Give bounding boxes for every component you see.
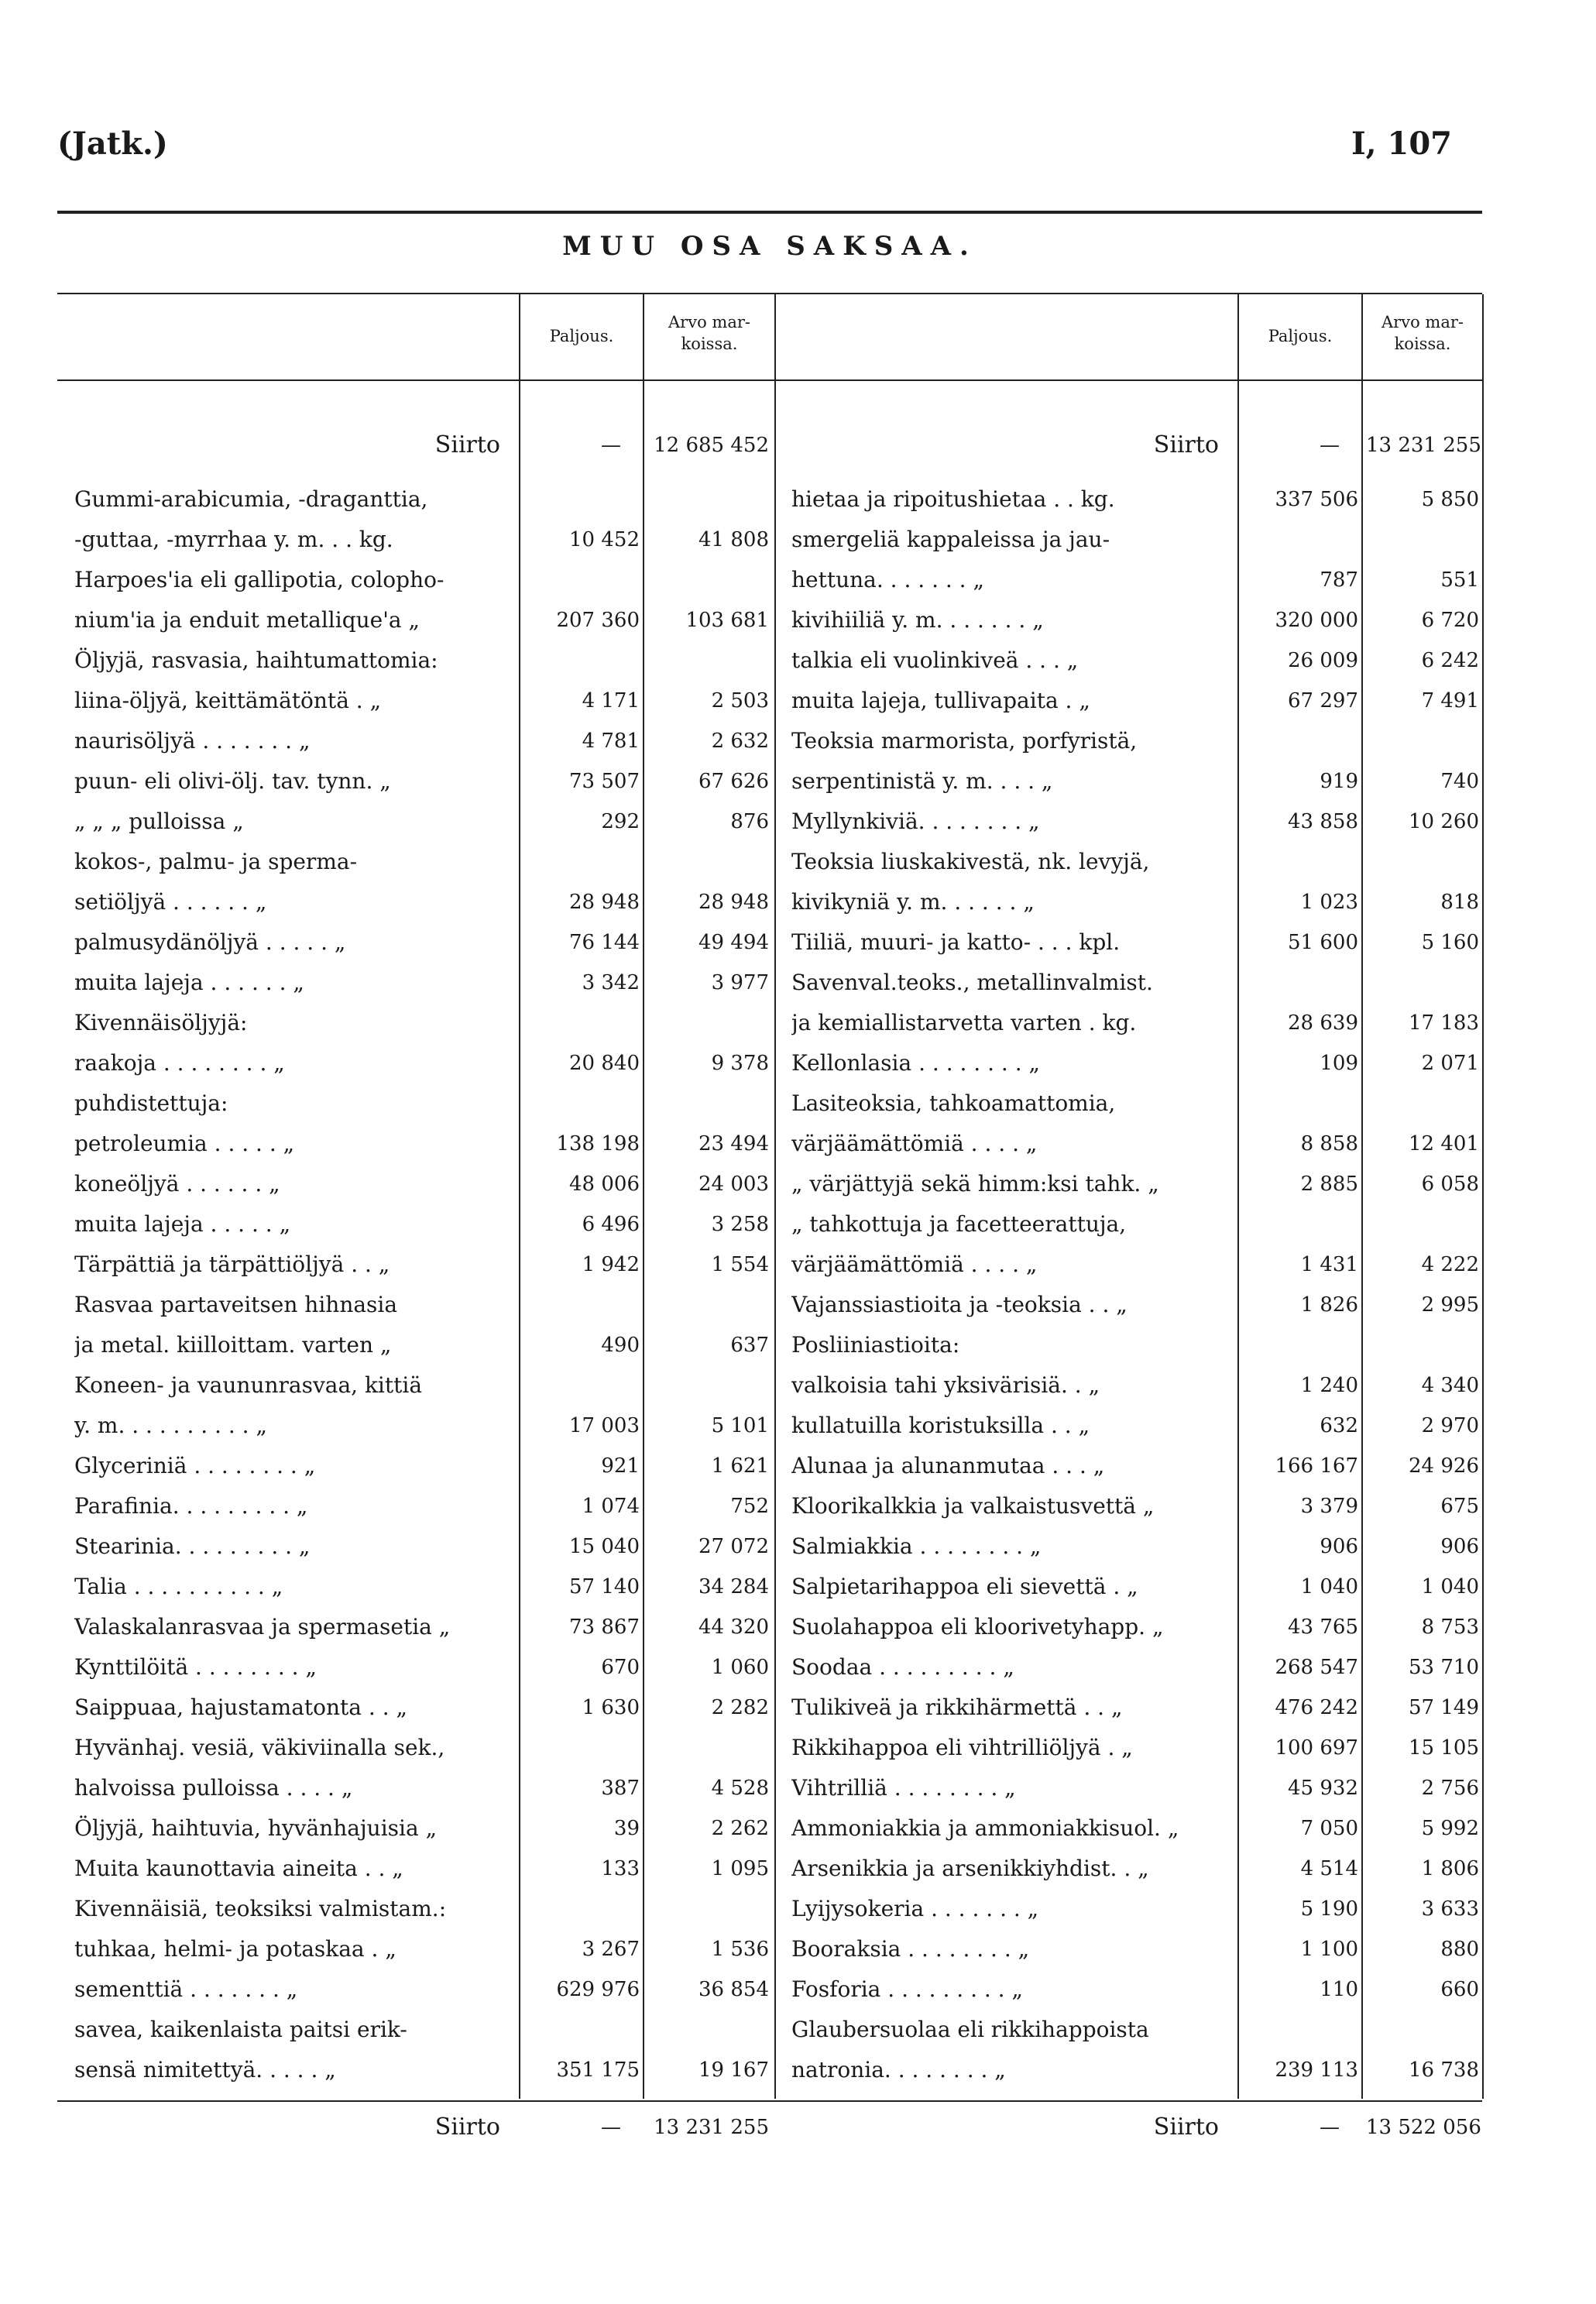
item-quantity: 4 781 [582, 730, 640, 753]
item-label: Savenval.teoks., metallinvalmist. [791, 970, 1153, 995]
left-value-header [644, 311, 774, 355]
table-row [0, 1125, 1482, 1163]
table-row [0, 601, 1482, 640]
item-quantity: 109 [1320, 1052, 1358, 1075]
item-value: 2 756 [1421, 1777, 1479, 1800]
item-value: 876 [730, 810, 769, 833]
item-quantity: 1 630 [582, 1696, 640, 1719]
item-label: Öljyjä, rasvasia, haihtumattomia: [74, 647, 438, 673]
item-label: Stearinia. . . . . . . . . „ [74, 1533, 311, 1559]
item-label: Hyvänhaj. vesiä, väkiviinalla sek., [74, 1735, 445, 1760]
item-value: 27 072 [698, 1535, 769, 1558]
left-quantity-header-text: Paljous. [549, 327, 614, 345]
table-row [0, 923, 1482, 962]
item-quantity: 919 [1320, 770, 1358, 793]
table-row [0, 1769, 1482, 1808]
item-label: muita lajeja, tullivapaita . „ [791, 688, 1090, 713]
item-label: koneöljyä . . . . . . „ [74, 1171, 280, 1197]
table-row [0, 1648, 1482, 1687]
item-value: 551 [1440, 568, 1479, 592]
item-value: 15 105 [1409, 1736, 1479, 1760]
item-label: smergeliä kappaleissa ja jau- [791, 527, 1110, 552]
item-value: 906 [1440, 1535, 1479, 1558]
item-value: 2 970 [1421, 1414, 1479, 1437]
item-label: Glaubersuolaa eli rikkihappoista [791, 2017, 1149, 2042]
table-row [0, 1084, 1482, 1123]
item-label: Glyceriniä . . . . . . . . „ [74, 1453, 316, 1478]
left-carry-in-value: 12 685 452 [654, 434, 769, 457]
left-value-header-line2: koissa. [681, 335, 738, 353]
item-quantity: 45 932 [1288, 1777, 1358, 1800]
item-quantity: 15 040 [569, 1535, 640, 1558]
item-quantity: 76 144 [569, 931, 640, 954]
item-quantity: 2 885 [1300, 1173, 1358, 1196]
item-value: 752 [730, 1495, 769, 1518]
item-value: 2 262 [711, 1817, 769, 1840]
table-row [0, 762, 1482, 801]
item-label: Tärpättiä ja tärpättiöljyä . . „ [74, 1252, 390, 1277]
table-row [0, 722, 1482, 761]
item-value: 49 494 [698, 931, 769, 954]
right-carry-out-row [0, 2108, 1482, 2147]
item-label: Kivennäisöljyjä: [74, 1010, 248, 1035]
item-label: muita lajeja . . . . . „ [74, 1211, 291, 1237]
table-row [0, 1729, 1482, 1767]
item-value: 28 948 [698, 891, 769, 914]
item-quantity: 8 858 [1300, 1132, 1358, 1155]
item-label: kokos-, palmu- ja sperma- [74, 849, 358, 874]
item-quantity: 3 267 [582, 1938, 640, 1961]
table-row [0, 1366, 1482, 1405]
item-label: Harpoes'ia eli gallipotia, colopho- [74, 567, 444, 592]
item-label: „ tahkottuja ja facetteerattuja, [791, 1211, 1127, 1237]
item-quantity: 3 379 [1300, 1495, 1358, 1518]
item-quantity: 1 431 [1300, 1253, 1358, 1276]
right-carry-in-qty: — [1320, 434, 1340, 457]
item-quantity: 4 171 [582, 689, 640, 712]
item-label: puun- eli olivi-ölj. tav. tynn. „ [74, 768, 391, 794]
item-quantity: 632 [1320, 1414, 1358, 1437]
left-carry-out-value: 13 231 255 [654, 2116, 769, 2139]
item-value: 36 854 [698, 1978, 769, 2001]
item-value: 17 183 [1409, 1011, 1479, 1035]
right-carry-in-value: 13 231 255 [1366, 434, 1481, 457]
item-quantity: 387 [601, 1777, 640, 1800]
left-value-header-line1: Arvo mar- [668, 313, 750, 331]
item-value: 19 167 [698, 2058, 769, 2082]
item-label: y. m. . . . . . . . . . „ [74, 1413, 267, 1438]
right-carry-in-row [0, 426, 1482, 465]
item-label: Muita kaunottavia aineita . . „ [74, 1856, 403, 1881]
item-value: 6 242 [1421, 649, 1479, 672]
item-value: 24 003 [698, 1173, 769, 1196]
table-title: MUU OSA SAKSAA. [562, 231, 977, 262]
item-value: 1 806 [1421, 1857, 1479, 1880]
item-value: 7 491 [1421, 689, 1479, 712]
item-label: sementtiä . . . . . . . „ [74, 1976, 298, 2002]
right-quantity-header-text: Paljous. [1268, 327, 1333, 345]
item-label: värjäämättömiä . . . . „ [791, 1131, 1038, 1156]
item-quantity: 292 [601, 810, 640, 833]
item-label: Ammoniakkia ja ammoniakkisuol. „ [791, 1815, 1179, 1841]
table-row [0, 1487, 1482, 1526]
item-quantity: 39 [613, 1817, 640, 1840]
item-quantity: 3 342 [582, 971, 640, 994]
right-value-header-line1: Arvo mar- [1381, 313, 1464, 331]
item-quantity: 51 600 [1288, 931, 1358, 954]
item-value: 675 [1440, 1495, 1479, 1518]
table-row [0, 802, 1482, 841]
item-quantity: 476 242 [1275, 1696, 1358, 1719]
item-value: 637 [730, 1334, 769, 1357]
item-quantity: 207 360 [556, 609, 640, 632]
item-label: Valaskalanrasvaa ja spermasetia „ [74, 1614, 451, 1640]
item-quantity: 1 040 [1300, 1575, 1358, 1598]
item-label: Rikkihappoa eli vihtrilliöljyä . „ [791, 1735, 1133, 1760]
table-row [0, 1447, 1482, 1485]
item-label: Salpietarihappoa eli sievettä . „ [791, 1574, 1138, 1599]
item-quantity: 787 [1320, 568, 1358, 592]
item-label: Fosforia . . . . . . . . . „ [791, 1976, 1023, 2002]
item-value: 1 554 [711, 1253, 769, 1276]
table-row [0, 480, 1482, 519]
item-label: Arsenikkia ja arsenikkiyhdist. . „ [791, 1856, 1149, 1881]
right-carry-out-label: Siirto [1153, 2113, 1219, 2141]
item-quantity: 133 [601, 1857, 640, 1880]
item-quantity: 166 167 [1275, 1454, 1358, 1478]
table-row [0, 641, 1482, 680]
item-quantity: 26 009 [1288, 649, 1358, 672]
item-label: savea, kaikenlaista paitsi erik- [74, 2017, 407, 2042]
item-label: Suolahappoa eli kloorivetyhapp. „ [791, 1614, 1164, 1640]
item-label: hettuna. . . . . . . „ [791, 567, 984, 592]
table-row [0, 561, 1482, 599]
item-quantity: 351 175 [556, 2058, 640, 2082]
item-value: 3 977 [711, 971, 769, 994]
table-row [0, 1245, 1482, 1284]
item-label: Soodaa . . . . . . . . . „ [791, 1654, 1014, 1680]
item-label: Gummi-arabicumia, -draganttia, [74, 486, 428, 512]
item-label: petroleumia . . . . . „ [74, 1131, 295, 1156]
item-value: 880 [1440, 1938, 1479, 1961]
item-value: 34 284 [698, 1575, 769, 1598]
page-number: I, 107 [1351, 125, 1452, 162]
item-quantity: 28 948 [569, 891, 640, 914]
table-row [0, 682, 1482, 720]
item-label: värjäämättömiä . . . . „ [791, 1252, 1038, 1277]
left-carry-out-qty: — [601, 2116, 621, 2139]
item-value: 5 992 [1421, 1817, 1479, 1840]
item-label: Parafinia. . . . . . . . . „ [74, 1493, 308, 1519]
right-carry-in-label: Siirto [1153, 431, 1219, 458]
item-label: nium'ia ja enduit metallique'a „ [74, 607, 420, 633]
item-quantity: 268 547 [1275, 1656, 1358, 1679]
item-label: Koneen- ja vaununrasvaa, kittiä [74, 1372, 423, 1398]
item-label: halvoissa pulloissa . . . . „ [74, 1775, 353, 1801]
item-value: 24 926 [1409, 1454, 1479, 1478]
item-quantity: 921 [601, 1454, 640, 1478]
item-value: 740 [1440, 770, 1479, 793]
item-value: 16 738 [1409, 2058, 1479, 2082]
right-value-header-line2: koissa. [1394, 335, 1451, 353]
item-label: ja kemiallistarvetta varten . kg. [791, 1010, 1137, 1035]
item-quantity: 17 003 [569, 1414, 640, 1437]
table-row [0, 1809, 1482, 1848]
table-row [0, 1044, 1482, 1083]
item-value: 44 320 [698, 1616, 769, 1639]
item-label: Kloorikalkkia ja valkaistusvettä „ [791, 1493, 1155, 1519]
right-quantity-header [1239, 325, 1361, 347]
left-carry-out-label: Siirto [434, 2113, 500, 2141]
item-label: talkia eli vuolinkiveä . . . „ [791, 647, 1079, 673]
table-row [0, 1849, 1482, 1888]
table-row [0, 2051, 1482, 2089]
item-label: Lasiteoksia, tahkoamattomia, [791, 1090, 1116, 1116]
item-value: 2 995 [1421, 1293, 1479, 1317]
item-value: 5 101 [711, 1414, 769, 1437]
item-label: „ „ „ pulloissa „ [74, 809, 244, 834]
item-value: 10 260 [1409, 810, 1479, 833]
top-rule [57, 211, 1482, 214]
item-quantity: 100 697 [1275, 1736, 1358, 1760]
table-row [0, 1406, 1482, 1445]
table-row [0, 1004, 1482, 1042]
right-carry-out-qty: — [1320, 2116, 1340, 2139]
item-value: 103 681 [685, 609, 769, 632]
divider-right-edge [1482, 294, 1484, 2099]
item-label: Teoksia marmorista, porfyristä, [791, 728, 1138, 754]
item-quantity: 20 840 [569, 1052, 640, 1075]
item-label: natronia. . . . . . . . „ [791, 2057, 1006, 2083]
item-label: valkoisia tahi yksivärisiä. . „ [791, 1372, 1100, 1398]
item-value: 41 808 [698, 528, 769, 551]
item-value: 4 528 [711, 1777, 769, 1800]
item-value: 818 [1440, 891, 1479, 914]
item-quantity: 43 858 [1288, 810, 1358, 833]
item-quantity: 6 496 [582, 1213, 640, 1236]
item-value: 1 040 [1421, 1575, 1479, 1598]
item-value: 9 378 [711, 1052, 769, 1075]
item-label: muita lajeja . . . . . . „ [74, 970, 304, 995]
item-label: hietaa ja ripoitushietaa . . kg. [791, 486, 1115, 512]
item-quantity: 7 050 [1300, 1817, 1358, 1840]
item-label: kullatuilla koristuksilla . . „ [791, 1413, 1090, 1438]
item-label: Salmiakkia . . . . . . . . „ [791, 1533, 1042, 1559]
item-value: 3 258 [711, 1213, 769, 1236]
item-label: Booraksia . . . . . . . . „ [791, 1936, 1030, 1962]
right-carry-out-value: 13 522 056 [1366, 2116, 1481, 2139]
item-value: 8 753 [1421, 1616, 1479, 1639]
table-row [0, 1165, 1482, 1204]
item-quantity: 490 [601, 1334, 640, 1357]
item-label: kivikyniä y. m. . . . . . „ [791, 889, 1035, 915]
item-quantity: 670 [601, 1656, 640, 1679]
header-rule [57, 379, 1482, 381]
item-quantity: 337 506 [1275, 488, 1358, 511]
item-quantity: 48 006 [569, 1173, 640, 1196]
item-value: 6 720 [1421, 609, 1479, 632]
item-quantity: 1 100 [1300, 1938, 1358, 1961]
table-row [0, 1930, 1482, 1969]
table-row [0, 1970, 1482, 2009]
item-label: Kynttilöitä . . . . . . . . „ [74, 1654, 317, 1680]
item-label: Vihtrilliä . . . . . . . . „ [791, 1775, 1016, 1801]
item-label: Lyijysokeria . . . . . . . „ [791, 1896, 1039, 1921]
item-value: 6 058 [1421, 1173, 1479, 1196]
item-quantity: 1 240 [1300, 1374, 1358, 1397]
table-row [0, 1326, 1482, 1365]
item-value: 12 401 [1409, 1132, 1479, 1155]
item-label: Öljyjä, haihtuvia, hyvänhajuisia „ [74, 1815, 438, 1841]
left-quantity-header [520, 325, 643, 347]
item-quantity: 629 976 [556, 1978, 640, 2001]
item-value: 67 626 [698, 770, 769, 793]
left-carry-in-qty: — [601, 434, 621, 457]
item-label: Tulikiveä ja rikkihärmettä . . „ [791, 1695, 1123, 1720]
item-value: 53 710 [1409, 1656, 1479, 1679]
item-label: Saippuaa, hajustamatonta . . „ [74, 1695, 407, 1720]
title-rule [57, 293, 1482, 294]
item-quantity: 906 [1320, 1535, 1358, 1558]
item-value: 4 340 [1421, 1374, 1479, 1397]
item-quantity: 28 639 [1288, 1011, 1358, 1035]
item-quantity: 239 113 [1275, 2058, 1358, 2082]
item-label: palmusydänöljyä . . . . . „ [74, 929, 346, 955]
item-value: 1 060 [711, 1656, 769, 1679]
item-value: 3 633 [1421, 1897, 1479, 1921]
item-label: raakoja . . . . . . . . „ [74, 1050, 285, 1076]
table-row [0, 883, 1482, 922]
item-quantity: 138 198 [556, 1132, 640, 1155]
item-label: ja metal. kiilloittam. varten „ [74, 1332, 392, 1358]
item-label: serpentinistä y. m. . . . „ [791, 768, 1053, 794]
item-label: naurisöljyä . . . . . . . „ [74, 728, 311, 754]
item-value: 1 621 [711, 1454, 769, 1478]
item-label: Alunaa ja alunanmutaa . . . „ [791, 1453, 1105, 1478]
item-value: 2 282 [711, 1696, 769, 1719]
left-carry-in-label: Siirto [434, 431, 500, 458]
item-value: 2 632 [711, 730, 769, 753]
right-value-header [1363, 311, 1482, 355]
item-quantity: 1 023 [1300, 891, 1358, 914]
item-quantity: 110 [1320, 1978, 1358, 2001]
item-quantity: 5 190 [1300, 1897, 1358, 1921]
item-value: 57 149 [1409, 1696, 1479, 1719]
item-label: tuhkaa, helmi- ja potaskaa . „ [74, 1936, 396, 1962]
item-quantity: 73 867 [569, 1616, 640, 1639]
item-label: puhdistettuja: [74, 1090, 228, 1116]
bottom-rule [57, 2100, 1482, 2102]
item-label: Tiiliä, muuri- ja katto- . . . kpl. [791, 929, 1121, 955]
item-label: kivihiiliä y. m. . . . . . . „ [791, 607, 1044, 633]
table-row [0, 1286, 1482, 1324]
item-label: Posliiniastioita: [791, 1332, 960, 1358]
table-row [0, 2010, 1482, 2049]
item-value: 2 071 [1421, 1052, 1479, 1075]
item-label: Vajanssiastioita ja -teoksia . . „ [791, 1292, 1127, 1317]
item-label: liina-öljyä, keittämätöntä . „ [74, 688, 382, 713]
item-value: 23 494 [698, 1132, 769, 1155]
item-label: Teoksia liuskakivestä, nk. levyjä, [791, 849, 1150, 874]
item-quantity: 73 507 [569, 770, 640, 793]
table-row [0, 520, 1482, 559]
table-row [0, 1890, 1482, 1928]
item-label: „ värjättyjä sekä himm:ksi tahk. „ [791, 1171, 1159, 1197]
item-label: Kellonlasia . . . . . . . . „ [791, 1050, 1041, 1076]
item-label: Talia . . . . . . . . . . „ [74, 1574, 283, 1599]
table-row [0, 1205, 1482, 1244]
table-row [0, 1608, 1482, 1646]
item-quantity: 320 000 [1275, 609, 1358, 632]
table-row [0, 1688, 1482, 1727]
item-label: Myllynkiviä. . . . . . . . „ [791, 809, 1040, 834]
item-value: 660 [1440, 1978, 1479, 2001]
item-label: -guttaa, -myrrhaa y. m. . . kg. [74, 527, 393, 552]
item-label: Kivennäisiä, teoksiksi valmistam.: [74, 1896, 447, 1921]
table-row [0, 963, 1482, 1002]
continued-label: (Jatk.) [57, 125, 168, 162]
item-quantity: 57 140 [569, 1575, 640, 1598]
item-label: Rasvaa partaveitsen hihnasia [74, 1292, 398, 1317]
item-value: 1 536 [711, 1938, 769, 1961]
item-quantity: 4 514 [1300, 1857, 1358, 1880]
item-value: 1 095 [711, 1857, 769, 1880]
item-value: 4 222 [1421, 1253, 1479, 1276]
item-quantity: 1 074 [582, 1495, 640, 1518]
item-value: 5 850 [1421, 488, 1479, 511]
item-value: 2 503 [711, 689, 769, 712]
item-value: 5 160 [1421, 931, 1479, 954]
table-row [0, 1527, 1482, 1566]
item-quantity: 1 942 [582, 1253, 640, 1276]
item-quantity: 1 826 [1300, 1293, 1358, 1317]
table-row [0, 1567, 1482, 1606]
item-quantity: 10 452 [569, 528, 640, 551]
item-quantity: 67 297 [1288, 689, 1358, 712]
table-row [0, 843, 1482, 881]
item-label: setiöljyä . . . . . . „ [74, 889, 267, 915]
item-quantity: 43 765 [1288, 1616, 1358, 1639]
item-label: sensä nimitettyä. . . . . „ [74, 2057, 336, 2083]
